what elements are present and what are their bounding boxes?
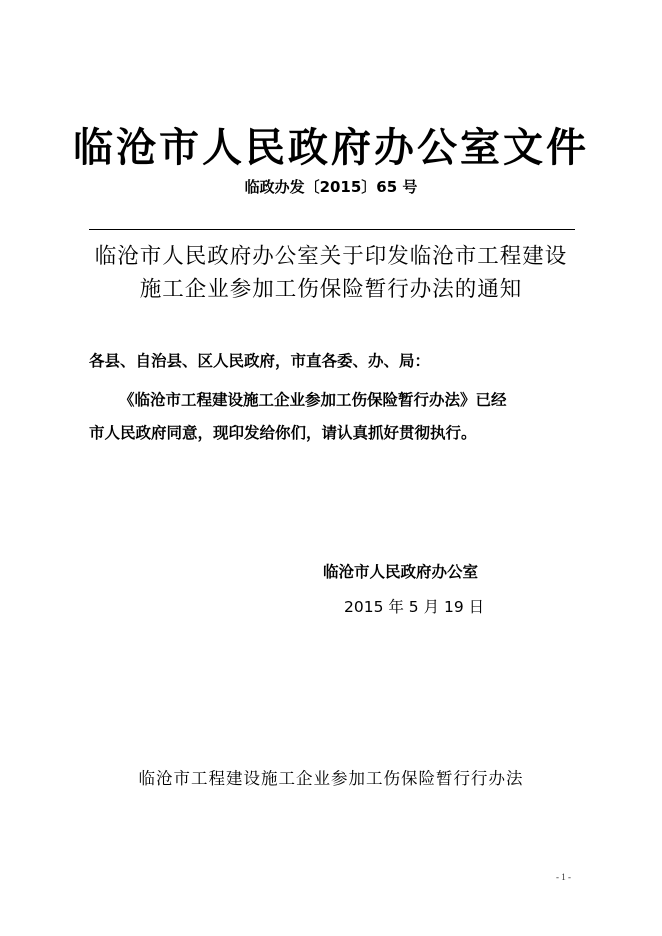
document-header-title: 临沧市人民政府办公室文件 (73, 125, 589, 171)
notice-title-line: 临沧市人民政府办公室关于印发临沧市工程建设 (94, 244, 568, 269)
notice-title (0, 240, 662, 306)
page-number: - 1 - (556, 872, 571, 882)
signature-organization: 临沧市人民政府办公室 (323, 563, 479, 581)
notice-title-line: 施工企业参加工伤保险暂行办法的通知 (139, 277, 523, 302)
header-divider-line (89, 229, 575, 230)
attachment-title: 临沧市工程建设施工企业参加工伤保险暂行行办法 (138, 769, 524, 788)
salutation: 各县、自治县、区人民政府，市直各委、办、局： (89, 352, 431, 370)
body-line: 《临沧市工程建设施工企业参加工伤保险暂行办法》已经 (119, 391, 507, 409)
body-line: 市人民政府同意，现印发给你们，请认真抓好贯彻执行。 (89, 424, 477, 442)
signature-date: 2015 年 5 月 19 日 (344, 598, 485, 616)
document-number: 临政办发〔2015〕65 号 (244, 178, 418, 196)
body-paragraph (89, 384, 589, 450)
